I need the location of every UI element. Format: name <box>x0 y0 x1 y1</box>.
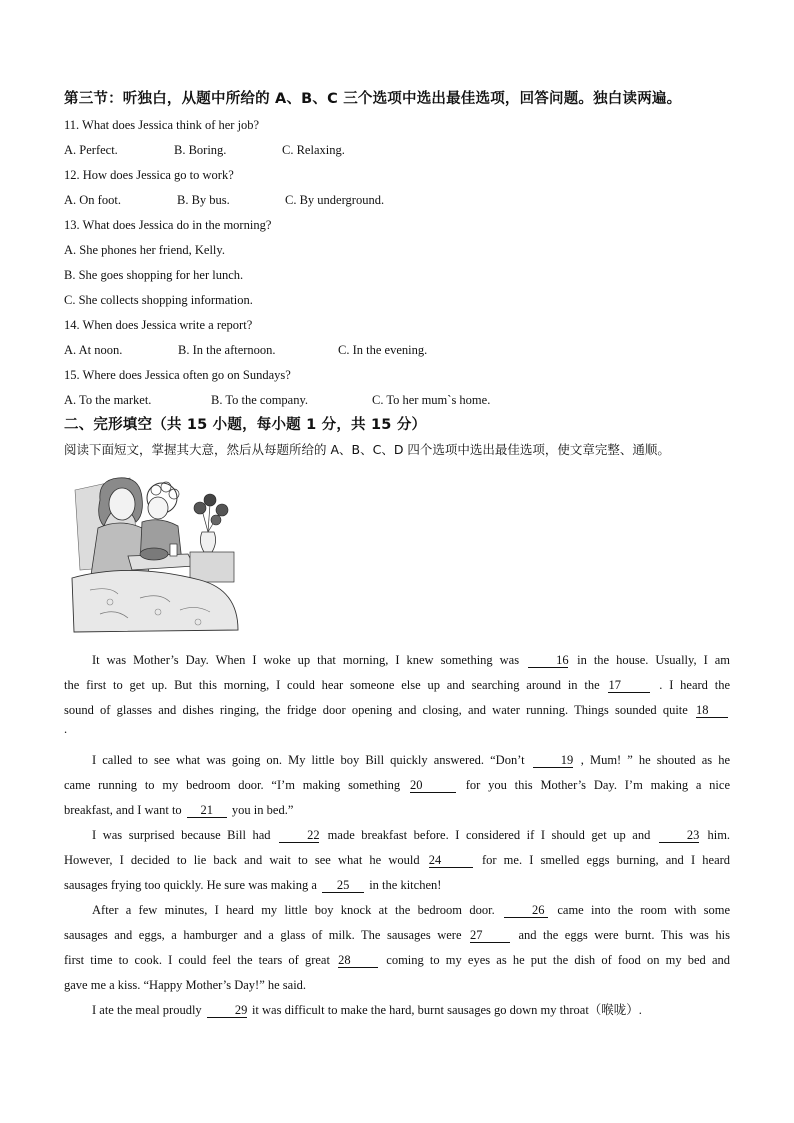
option-b: B. In the afternoon. <box>178 343 276 357</box>
blank-23: 23 <box>659 828 699 843</box>
option-c: C. Relaxing. <box>282 143 345 157</box>
blank-17: 17 <box>608 678 650 693</box>
blank-18: 18 <box>696 703 728 718</box>
passage-paragraph-5: I ate the meal proudly 29 it was difficult to make the hard, burnt sausages go down my throat（喉咙）. <box>92 1003 642 1017</box>
question-12: 12. How does Jessica go to work? <box>64 168 234 182</box>
blank-28: 28 <box>338 953 378 968</box>
option-c: C. By underground. <box>285 193 385 207</box>
option-c: C. In the evening. <box>338 343 428 357</box>
option-a: A. On foot. <box>64 193 121 207</box>
option-a: A. To the market. <box>64 393 152 407</box>
blank-25: 25 <box>322 878 364 893</box>
option-b: B. By bus. <box>177 193 230 207</box>
question-13: 13. What does Jessica do in the morning? <box>64 218 272 232</box>
part2-instruction: 阅读下面短文，掌握其大意，然后从每题所给的 A、B、C、D 四个选项中选出最佳选项，使文章完整、通顺。 <box>64 442 670 457</box>
option-a: A. At noon. <box>64 343 123 357</box>
option-13b: B. She goes shopping for her lunch. <box>64 268 244 282</box>
option-b: B. Boring. <box>174 143 227 157</box>
option-13a: A. She phones her friend, Kelly. <box>64 243 225 257</box>
passage-paragraph-1: It was Mother’s Day. When I woke up that morning, I knew something was 16 in the house. Usually, I am the first to get up. But this morning, I could hear someone else up and searching around in the 17 . I heard the sound of glasses and dishes ringing, the fridge door opening and closing, and water running. Things sounded quite 18 . <box>64 653 731 736</box>
option-a: A. Perfect. <box>64 143 118 157</box>
question-15: 15. Where does Jessica often go on Sundays? <box>64 368 291 382</box>
part2-heading: 二、完形填空（共 15 小题，每小题 1 分，共 15 分） <box>64 417 427 433</box>
mother-and-son-illustration <box>70 470 240 635</box>
option-13c: C. She collects shopping information. <box>64 293 253 307</box>
question-11: 11. What does Jessica think of her job? <box>64 118 260 132</box>
blank-27: 27 <box>470 928 510 943</box>
option-c: C. To her mum`s home. <box>372 393 491 407</box>
blank-20: 20 <box>410 778 456 793</box>
passage-paragraph-2: I called to see what was going on. My little boy Bill quickly answered. “Don’t 19 , Mum! ” he shouted as he came running to my bedroom door. “I’m making something 20 for you this Mother’s Day. I’m making a nice breakfast, and I want to 21 you in bed.” <box>64 753 731 817</box>
blank-22: 22 <box>279 828 319 843</box>
blank-26: 26 <box>504 903 548 918</box>
blank-24: 24 <box>429 853 473 868</box>
blank-19: 19 <box>533 753 573 768</box>
blank-16: 16 <box>528 653 568 668</box>
question-14: 14. When does Jessica write a report? <box>64 318 253 332</box>
blank-29: 29 <box>207 1003 247 1018</box>
passage-paragraph-3: I was surprised because Bill had 22 made breakfast before. I considered if I should get up and 23 him. However, I decided to lie back and wait to see what he would 24 for me. I smelled eggs burning, and I heard sausages frying too quickly. He sure was making a 25 in the kitchen! <box>64 828 731 892</box>
passage-paragraph-4: After a few minutes, I heard my little boy knock at the bedroom door. 26 came into the room with some sausages and eggs, a hamburger and a glass of milk. The sausages were 27 and the eggs were burnt. This was his first time to cook. I could feel the tears of great 28 coming to my eyes as he put the dish of food on my bed and gave me a kiss. “Happy Mother’s Day!” he said. <box>64 903 731 992</box>
option-b: B. To the company. <box>211 393 309 407</box>
blank-21: 21 <box>187 803 227 818</box>
section-heading: 第三节：听独白，从题中所给的 A、B、C 三个选项中选出最佳选项，回答问题。独白读两遍。 <box>64 91 682 107</box>
